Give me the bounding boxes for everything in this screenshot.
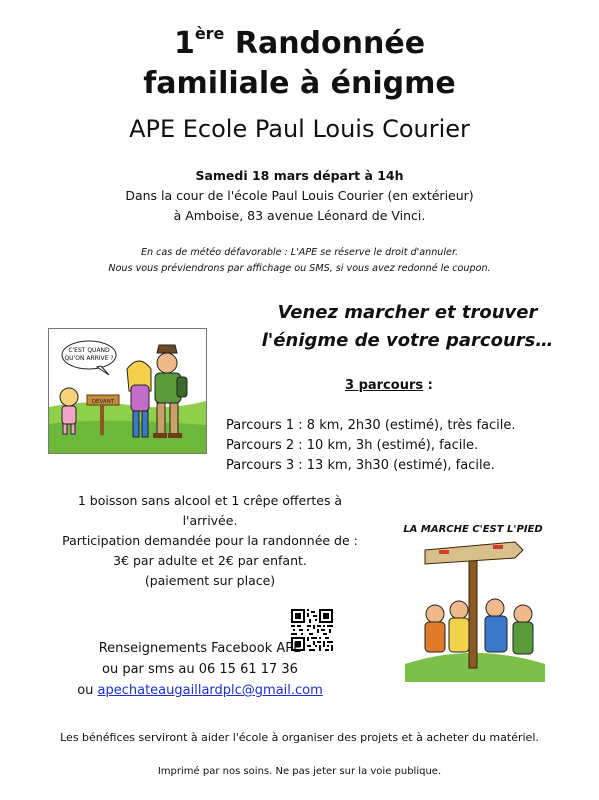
svg-text:C'EST QUAND: C'EST QUAND (68, 347, 110, 354)
parcours-item: Parcours 1 : 8 km, 2h30 (estimé), très facile. (226, 418, 516, 433)
hikers-illustration (49, 329, 206, 453)
weather-notice-line1: En cas de météo défavorable : L'APE se réserve le droit d'annuler. (140, 247, 459, 258)
title-text: Randonnée (224, 26, 426, 61)
printed-note: Imprimé par nos soins. Ne pas jeter sur la voie publique. (157, 766, 442, 777)
offer-line5: (paiement sur place) (144, 573, 276, 588)
contact-sms: ou par sms au 06 15 61 17 36 (102, 662, 298, 677)
benefits-note: Les bénéfices serviront à aider l'école à organiser des projets et à acheter du matériel. (60, 731, 539, 744)
page-title-line1 (0, 14, 599, 64)
svg-text:DEVANT: DEVANT (91, 399, 115, 405)
parcours-heading: 3 parcours : (345, 378, 433, 393)
weather-notice-line2: Nous vous préviendrons par affichage ou SMS, si vous avez redonné le coupon. (108, 263, 491, 274)
svg-text:QU'ON ARRIVE ?: QU'ON ARRIVE ? (64, 355, 114, 362)
event-date: Samedi 18 mars départ à 14h (195, 168, 404, 183)
offer-line4: 3€ par adulte et 2€ par enfant. (113, 553, 307, 568)
offer-line2: l'arrivée. (182, 513, 238, 528)
cartoon-caption: LA MARCHE C'EST L'PIED (403, 524, 543, 535)
offer-line3: Participation demandée pour la randonnée de : (62, 533, 358, 548)
signpost-illustration (395, 514, 552, 682)
parcours-item: Parcours 2 : 10 km, 3h (estimé), facile. (226, 438, 479, 453)
signpost-cartoon (395, 514, 552, 682)
email-link[interactable]: apechateaugaillardplc@gmail.com (97, 683, 323, 698)
title-number: 1 (173, 26, 195, 61)
event-place-line2: à Amboise, 83 avenue Léonard de Vinci. (173, 208, 426, 223)
organizer-name: APE Ecole Paul Louis Courier (129, 115, 470, 143)
contact-email-line: ou apechateaugaillardplc@gmail.com (77, 683, 323, 698)
event-place-line1: Dans la cour de l'école Paul Louis Courier (en extérieur) (125, 188, 474, 203)
offer-line1: 1 boisson sans alcool et 1 crêpe offertes à (77, 493, 343, 508)
parcours-item: Parcours 3 : 13 km, 3h30 (estimé), facile. (226, 458, 495, 473)
tagline-line2: l'énigme de votre parcours… (261, 330, 554, 351)
page-title-line2: familiale à énigme (143, 66, 456, 101)
contact-facebook: Renseignements Facebook APE (98, 641, 302, 656)
hikers-cartoon (48, 328, 207, 454)
tagline-line1: Venez marcher et trouver (277, 302, 538, 323)
title-superscript: ère (194, 24, 225, 43)
